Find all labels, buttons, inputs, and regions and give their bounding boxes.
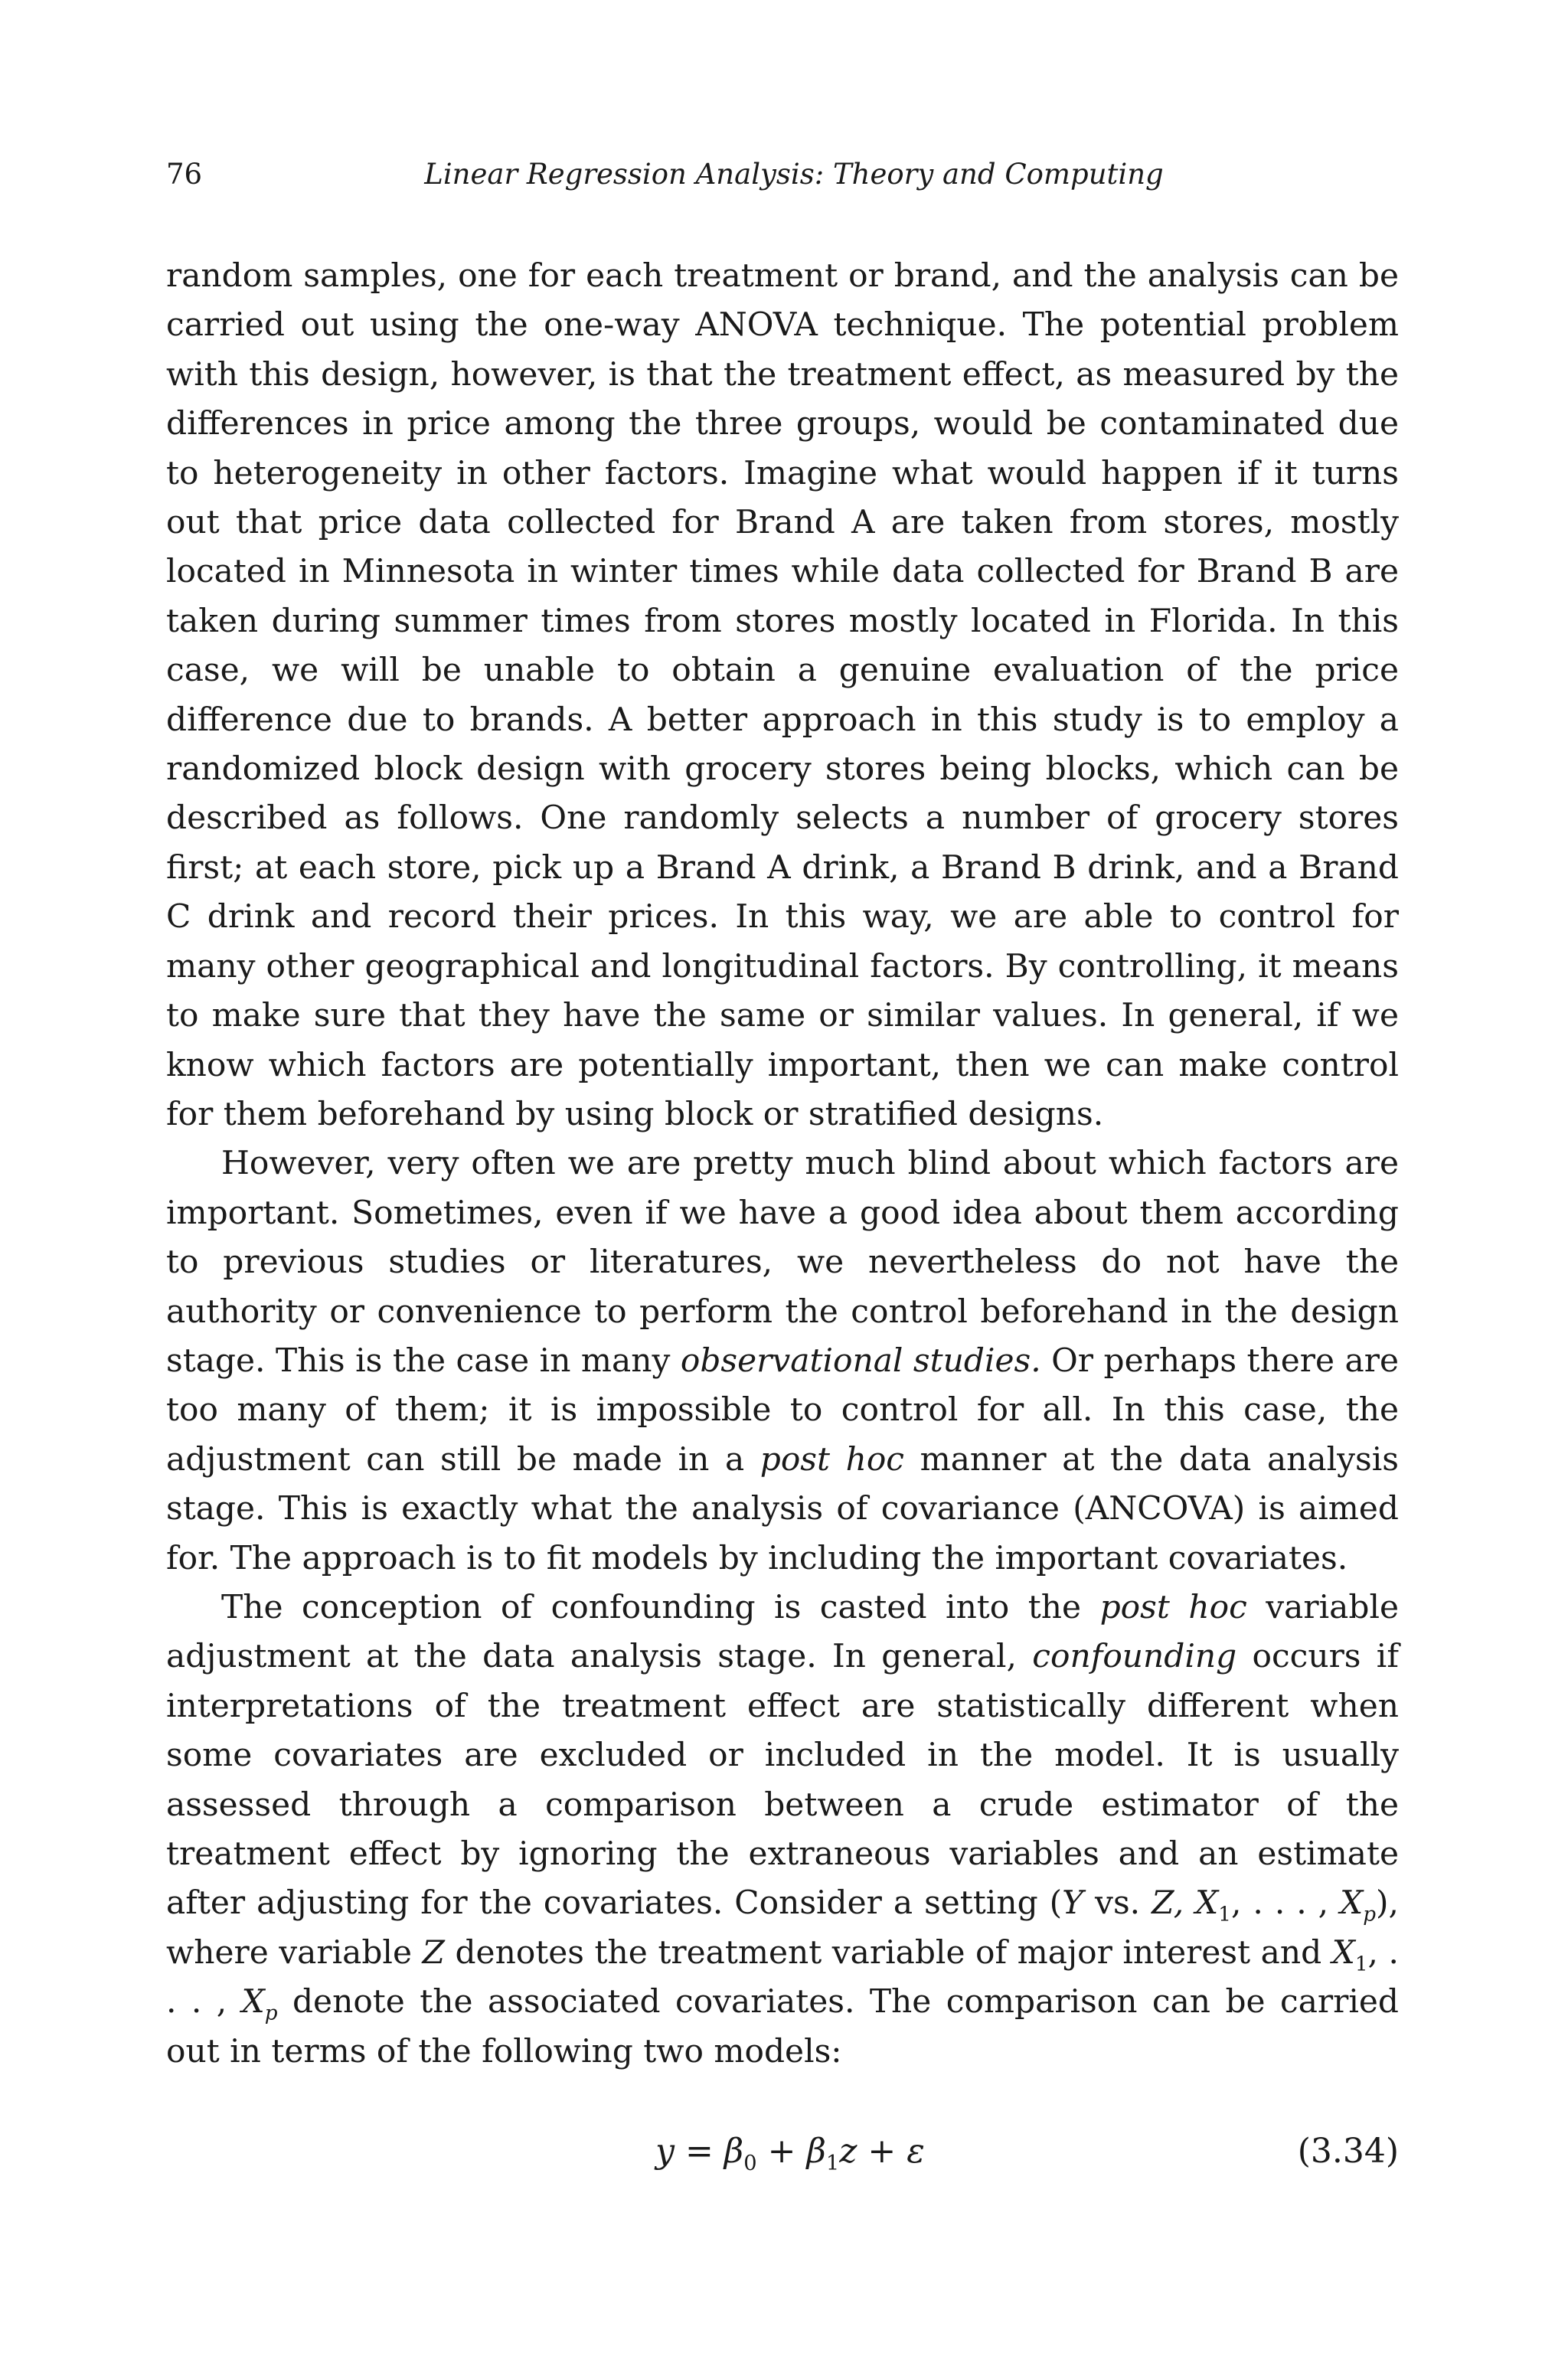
eq-beta: β <box>724 2132 744 2171</box>
eq-subscript: 1 <box>825 2151 840 2175</box>
paragraph-2-part-c: manner at the data analysis stage. This is exactly what the analysis of covariance (ANCOVA) is aimed for. The approach is to fit models by including the important covariates. <box>166 1440 1399 1577</box>
paragraph-3-part-i: denote the associated covariates. The comparison can be carried out in terms of the following two models: <box>166 1982 1399 2070</box>
paragraph-1: random samples, one for each treatment or brand, and the analysis can be carried out using the one-way ANOVA technique. The potential problem with this design, however, is that the treatment effect, as measured by the differences in price among the three groups, would be contaminated due to heterogeneity in other factors. Imagine what would happen if it turns out that price data collected for Brand A are taken from stores, mostly located in Minnesota in winter times while data collected for Brand B are taken during summer times from stores mostly located in Florida. In this case, we will be unable to obtain a genuine evaluation of the price difference due to brands. A better approach in this study is to employ a randomized block design with grocery stores being blocks, which can be described as follows. One randomly selects a number of grocery stores first; at each store, pick up a Brand A drink, a Brand B drink, and a Brand C drink and record their prices. In this way, we are able to control for many other geographical and longitudinal factors. By controlling, it means to make sure that they have the same or similar values. In general, if we know which factors are potentially important, then we can make control for them beforehand by using block or stratified designs. <box>166 257 1399 1132</box>
math-var-z: Z <box>422 1933 445 1971</box>
paragraph-3-part-c: occurs if interpretations of the treatment effect are statistically different when some covariates are excluded or included in the model. It is usually assessed through a comparison between a crude estimator of the treatment effect by ignoring the extraneous variables and an estimate after adjusting for the covariates. Consider a setting ( <box>166 1637 1399 1922</box>
emphasis-confounding: confounding <box>1032 1637 1237 1675</box>
eq-epsilon: ε <box>906 2132 925 2171</box>
math-var-z-x: Z, X <box>1152 1884 1219 1922</box>
math-var-y: Y <box>1062 1884 1084 1922</box>
math-subscript: 1 <box>1354 1953 1368 1976</box>
math-var-x: X <box>1331 1933 1355 1971</box>
equation-body <box>166 2132 1399 2175</box>
equation-3-34 <box>166 2132 1399 2185</box>
eq-z: z <box>839 2132 858 2171</box>
emphasis-observational-studies: observational studies. <box>680 1341 1041 1379</box>
page-number: 76 <box>166 158 203 191</box>
math-var-x: X <box>241 1982 265 2021</box>
paragraph-2 <box>166 1139 1399 1583</box>
paragraph-3 <box>166 1583 1399 2076</box>
eq-plus: + <box>857 2132 907 2171</box>
eq-equals: = <box>674 2132 724 2171</box>
math-subscript: p <box>264 2002 278 2025</box>
running-title: Linear Regression Analysis: Theory and Computing <box>424 158 1164 191</box>
eq-plus: + <box>756 2132 807 2171</box>
paragraph-2-part-b: Or perhaps there are too many of them; it is impossible to control for all. In this case, the adjustment can still be made in a <box>166 1341 1399 1478</box>
paragraph-2-part-a: However, very often we are pretty much blind about which factors are important. Sometimes, even if we have a good idea about them according to previous studies or literatures, we nevertheless do not have the authority or convenience to perform the control beforehand in the design stage. This is the case in many <box>166 1144 1399 1379</box>
page <box>166 0 1399 2366</box>
math-var-x: X <box>1340 1884 1364 1922</box>
eq-subscript: 0 <box>743 2151 757 2175</box>
math-subscript: 1 <box>1218 1903 1231 1926</box>
page-header <box>166 158 1399 196</box>
emphasis-post-hoc: post hoc <box>760 1440 904 1478</box>
eq-beta: β <box>806 2132 826 2171</box>
paragraph-3-part-d: vs. <box>1083 1884 1152 1922</box>
paragraph-3-part-f: ), where variable <box>166 1884 1399 1971</box>
math-subscript: p <box>1363 1903 1377 1926</box>
eq-lhs: y <box>655 2132 675 2171</box>
paragraph-3-part-g: denotes the treatment variable of major interest and <box>444 1933 1332 1971</box>
paragraph-3-part-a: The conception of confounding is casted into the <box>221 1587 1100 1626</box>
paragraph-3-part-h: , . . . , <box>166 1933 1399 2021</box>
paragraph-3-part-e: , . . . , <box>1230 1884 1341 1922</box>
paragraph-3-part-b: variable adjustment at the data analysis stage. In general, <box>166 1587 1400 1675</box>
equation-number: (3.34) <box>1297 2132 1399 2171</box>
body-text <box>166 251 1399 2076</box>
emphasis-post-hoc: post hoc <box>1099 1587 1247 1626</box>
